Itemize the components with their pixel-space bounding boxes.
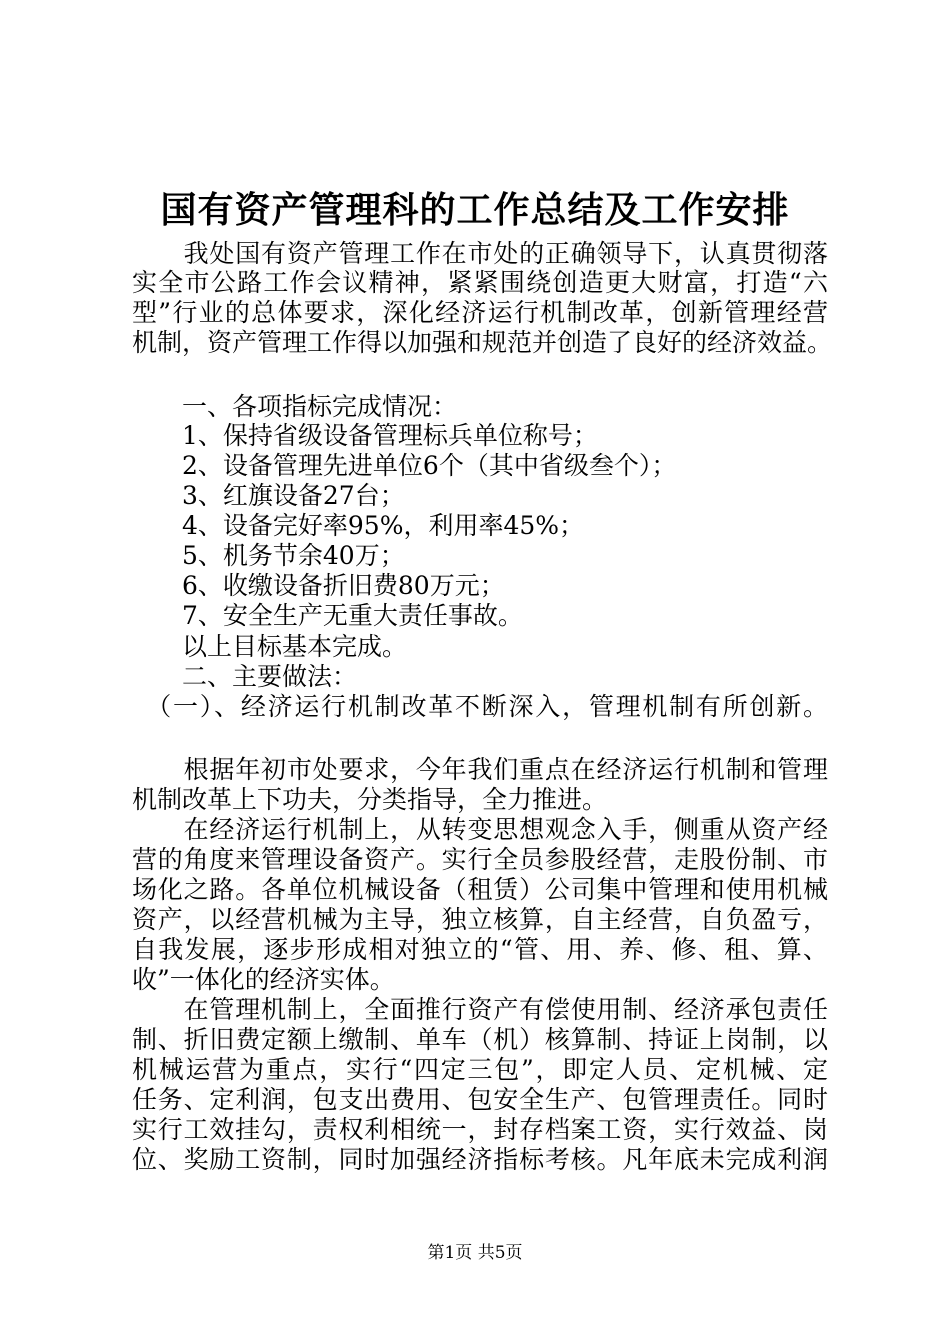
document-title: 国有资产管理科的工作总结及工作安排 [160, 189, 790, 231]
body-line: 在管理机制上，全面推行资产有偿使用制、经济承包责任 [132, 995, 828, 1024]
list-item: 5、机务节余40万； [132, 541, 405, 570]
body-line: 我处国有资产管理工作在市处的正确领导下，认真贯彻落 [132, 239, 828, 268]
section-heading: 二、主要做法： [132, 662, 358, 691]
body-line: 制、折旧费定额上缴制、单车（机）核算制、持证上岗制，以 [132, 1025, 828, 1054]
list-item: 3、红旗设备27台； [132, 481, 405, 510]
body-line: 资产，以经营机械为主导，独立核算，自主经营，自负盈亏， [132, 905, 828, 934]
body-line: 场化之路。各单位机械设备（租赁）公司集中管理和使用机械 [132, 875, 828, 904]
body-line: 自我发展，逐步形成相对独立的“管、用、养、修、租、算、 [132, 935, 828, 964]
body-line: 位、奖励工资制，同时加强经济指标考核。凡年底未完成利润 [132, 1145, 828, 1174]
list-item: 6、收缴设备折旧费80万元； [132, 571, 505, 600]
list-item: 4、设备完好率95%，利用率45%； [132, 511, 585, 540]
body-line: 型”行业的总体要求，深化经济运行机制改革，创新管理经营 [132, 298, 828, 327]
body-line: 以上目标基本完成。 [132, 632, 408, 661]
subsection-heading: （一）、经济运行机制改革不断深入，管理机制有所创新。 [132, 692, 828, 721]
body-line: 营的角度来管理设备资产。实行全员参股经营，走股份制、市 [132, 845, 828, 874]
body-line: 实全市公路工作会议精神，紧紧围绕创造更大财富，打造“六 [132, 268, 828, 297]
list-item: 7、安全生产无重大责任事故。 [132, 601, 523, 630]
body-line: 机制，资产管理工作得以加强和规范并创造了良好的经济效益。 [132, 328, 833, 357]
body-line: 收”一体化的经济实体。 [132, 965, 395, 994]
body-line: 根据年初市处要求，今年我们重点在经济运行机制和管理 [132, 755, 828, 784]
section-heading: 一、各项指标完成情况： [132, 392, 458, 421]
page-number: 第1页 共5页 [427, 1243, 523, 1263]
body-line: 任务、定利润，包支出费用、包安全生产、包管理责任。同时 [132, 1085, 828, 1114]
body-line: 实行工效挂勾，责权利相统一，封存档案工资，实行效益、岗 [132, 1115, 828, 1144]
list-item: 2、设备管理先进单位6个（其中省级叁个）； [132, 451, 677, 480]
body-line: 机械运营为重点，实行“四定三包”，即定人员、定机械、定 [132, 1055, 828, 1084]
body-line: 机制改革上下功夫，分类指导，全力推进。 [132, 785, 608, 814]
body-line: 在经济运行机制上，从转变思想观念入手，侧重从资产经 [132, 815, 828, 844]
list-item: 1、保持省级设备管理标兵单位称号； [132, 421, 598, 450]
